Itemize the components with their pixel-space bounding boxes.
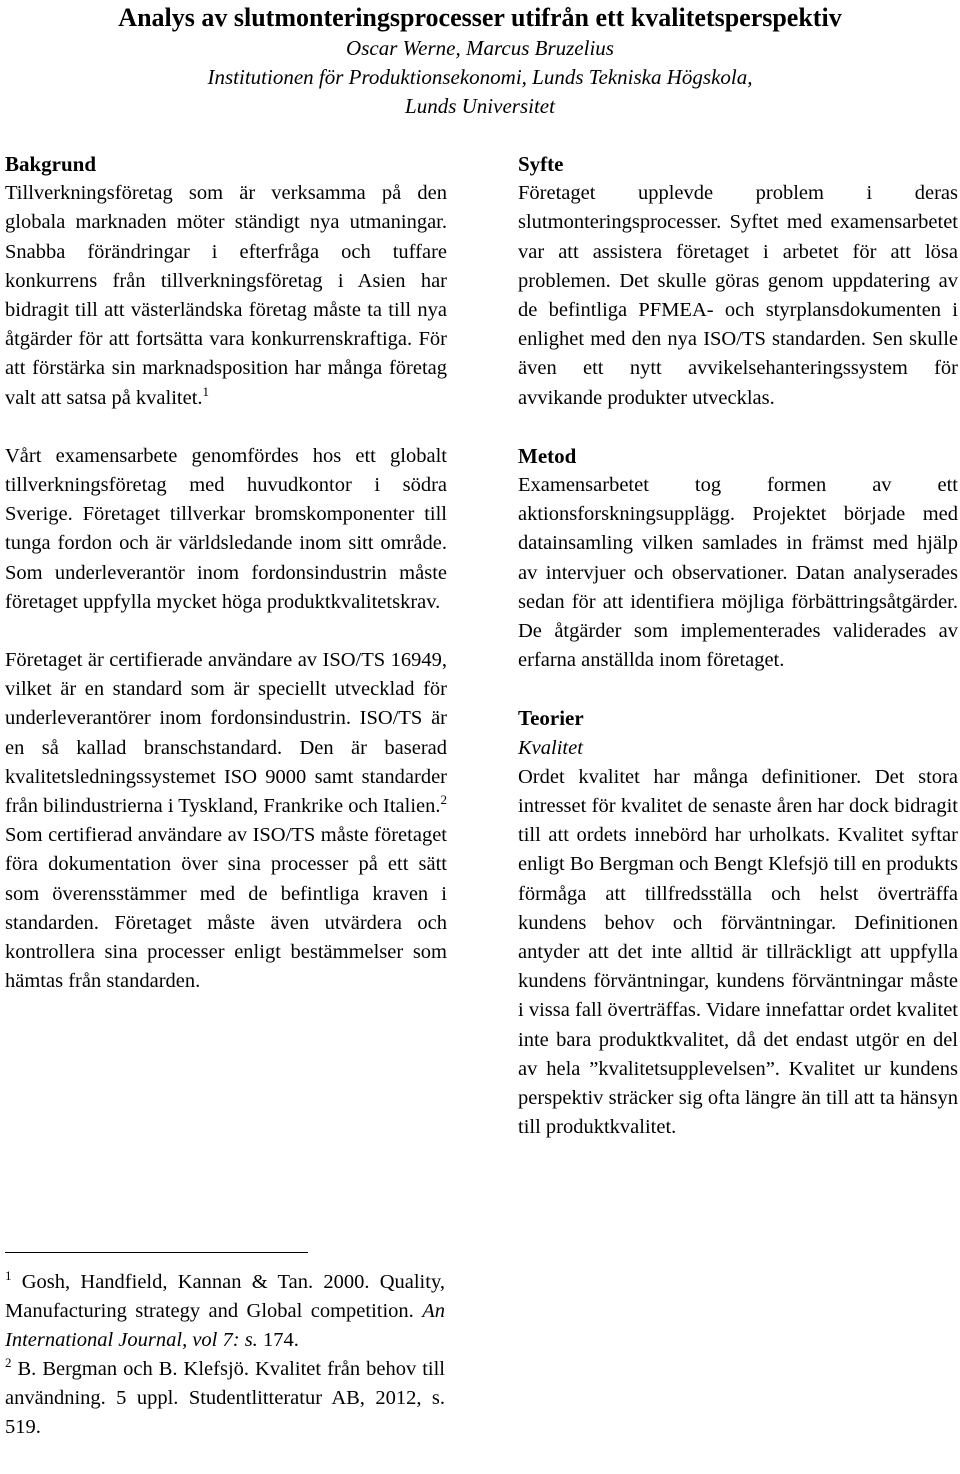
section-heading-metod: Metod <box>518 443 577 468</box>
footnotes <box>5 1268 445 1442</box>
paragraph-bakgrund-3 <box>5 646 447 996</box>
footnote-number: 2 <box>5 1355 12 1371</box>
authors: Oscar Werne, Marcus Bruzelius <box>346 36 614 60</box>
paragraph-metod: Examensarbetet tog formen av ett aktionsforskningsupplägg. Projektet började med datainsamling vilken samlades in främst med hjälp av intervjuer och observationer. Datan analyserades sedan för att identifiera möjliga förbättringsåtgärder. De åtgärder som implementerades validerades av erfarna anställda inom företaget. <box>518 474 958 672</box>
right-column <box>518 150 958 1143</box>
footnote-text: Gosh, Handfield, Kannan & Tan. 2000. Quality, Manufacturing strategy and Global competition. <box>5 1271 445 1322</box>
paragraph-bakgrund-1 <box>5 179 447 413</box>
footnote-2 <box>5 1355 445 1442</box>
paper-title: Analys av slutmonteringsprocesser utifrån ett kvalitetsperspektiv <box>118 3 842 32</box>
paper-header <box>0 0 960 121</box>
footnote-text: B. Bergman och B. Klefsjö. Kvalitet från behov till användning. 5 uppl. Studentlitteratur AB, 2012, s. 519. <box>5 1358 445 1438</box>
paragraph-text: Tillverkningsföretag som är verksamma på den globala marknaden möter ständigt nya utmaningar. Snabba förändringar i efterfråga och tuffare konkurrens från tillverkningsföretag i Asien har bidragit till att västerländska företag måste ta till nya åtgärder för att fortsätta vara konkurrenskraftiga. För att förstärka sin marknadsposition har många företag valt att satsa på kvalitet. <box>5 182 447 409</box>
paragraph-text: Som certifierad användare av ISO/TS måste företaget föra dokumentation över sina processer på ett sätt som överensstämmer med de befintliga kraven i standarden. Företaget måste även utvärdera och kontrollera sina processer enligt bestämmelser som hämtas från standarden. <box>5 824 447 993</box>
paragraph-bakgrund-2: Vårt examensarbete genomfördes hos ett globalt tillverkningsföretag med huvudkontor i södra Sverige. Företaget tillverkar bromskomponenter till tunga fordon och är världsledande inom sitt område. Som underleverantör inom fordonsindustrin måste företaget uppfylla mycket höga produktkvalitetskrav. <box>5 444 447 613</box>
footnote-ref-2[interactable]: 2 <box>440 792 447 808</box>
section-heading-bakgrund: Bakgrund <box>5 152 97 176</box>
footnote-ref-1[interactable]: 1 <box>202 383 210 399</box>
subheading-kvalitet: Kvalitet <box>518 736 583 759</box>
paragraph-text: Företaget är certifierade användare av ISO/TS 16949, vilket är en standard som är speciellt utvecklad för underleverantörer inom fordonsindustrin. ISO/TS är en så kallad branschstandard. Den är baserad kvalitetsledningssystemet ISO 9000 samt standarder från bilindustrierna i Tyskland, Frankrike och Italien. <box>5 649 447 818</box>
footnote-number: 1 <box>5 1268 12 1284</box>
affiliation-line-2: Lunds Universitet <box>405 94 555 118</box>
section-heading-syfte: Syfte <box>518 152 564 176</box>
paragraph-teorier: Ordet kvalitet har många definitioner. Det stora intresset för kvalitet de senaste åren har dock bidragit till att ordets innebörd har urholkats. Kvalitet syftar enligt Bo Bergman och Bengt Klefsjö till en produkts förmåga att tillfredsställa och helst överträffa kundens behov och förväntningar. Definitionen antyder att det inte alltid är tillräckligt att uppfylla kundens förväntningar, kundens förväntningar måste i vissa fall överträffas. Vidare innefattar ordet kvalitet inte bara produktkvalitet, då det endast utgör en del av hela ”kvalitetsupplevelsen”. Kvalitet ur kundens perspektiv sträcker sig ofta längre än till att ta hänsyn till produktkvalitet. <box>518 765 958 1139</box>
footnote-page: 174. <box>257 1329 299 1351</box>
affiliation-line-1: Institutionen för Produktionsekonomi, Lunds Tekniska Högskola, <box>207 65 753 89</box>
paragraph-syfte: Företaget upplevde problem i deras slutmonteringsprocesser. Syftet med examensarbetet var att assistera företaget i arbetet för att lösa problemen. Det skulle göras genom uppdatering av de befintliga PFMEA- och styrplansdokumenten i enlighet med den nya ISO/TS standarden. Sen skulle även ett nytt avvikelsehanteringssystem för avvikande produkter utvecklas. <box>518 182 958 409</box>
left-column <box>5 150 447 996</box>
footnote-journal: An International Journal, vol 7: s. <box>5 1300 445 1351</box>
footnote-1 <box>5 1268 445 1355</box>
footnote-divider <box>5 1252 308 1253</box>
section-heading-teorier: Teorier <box>518 706 584 731</box>
